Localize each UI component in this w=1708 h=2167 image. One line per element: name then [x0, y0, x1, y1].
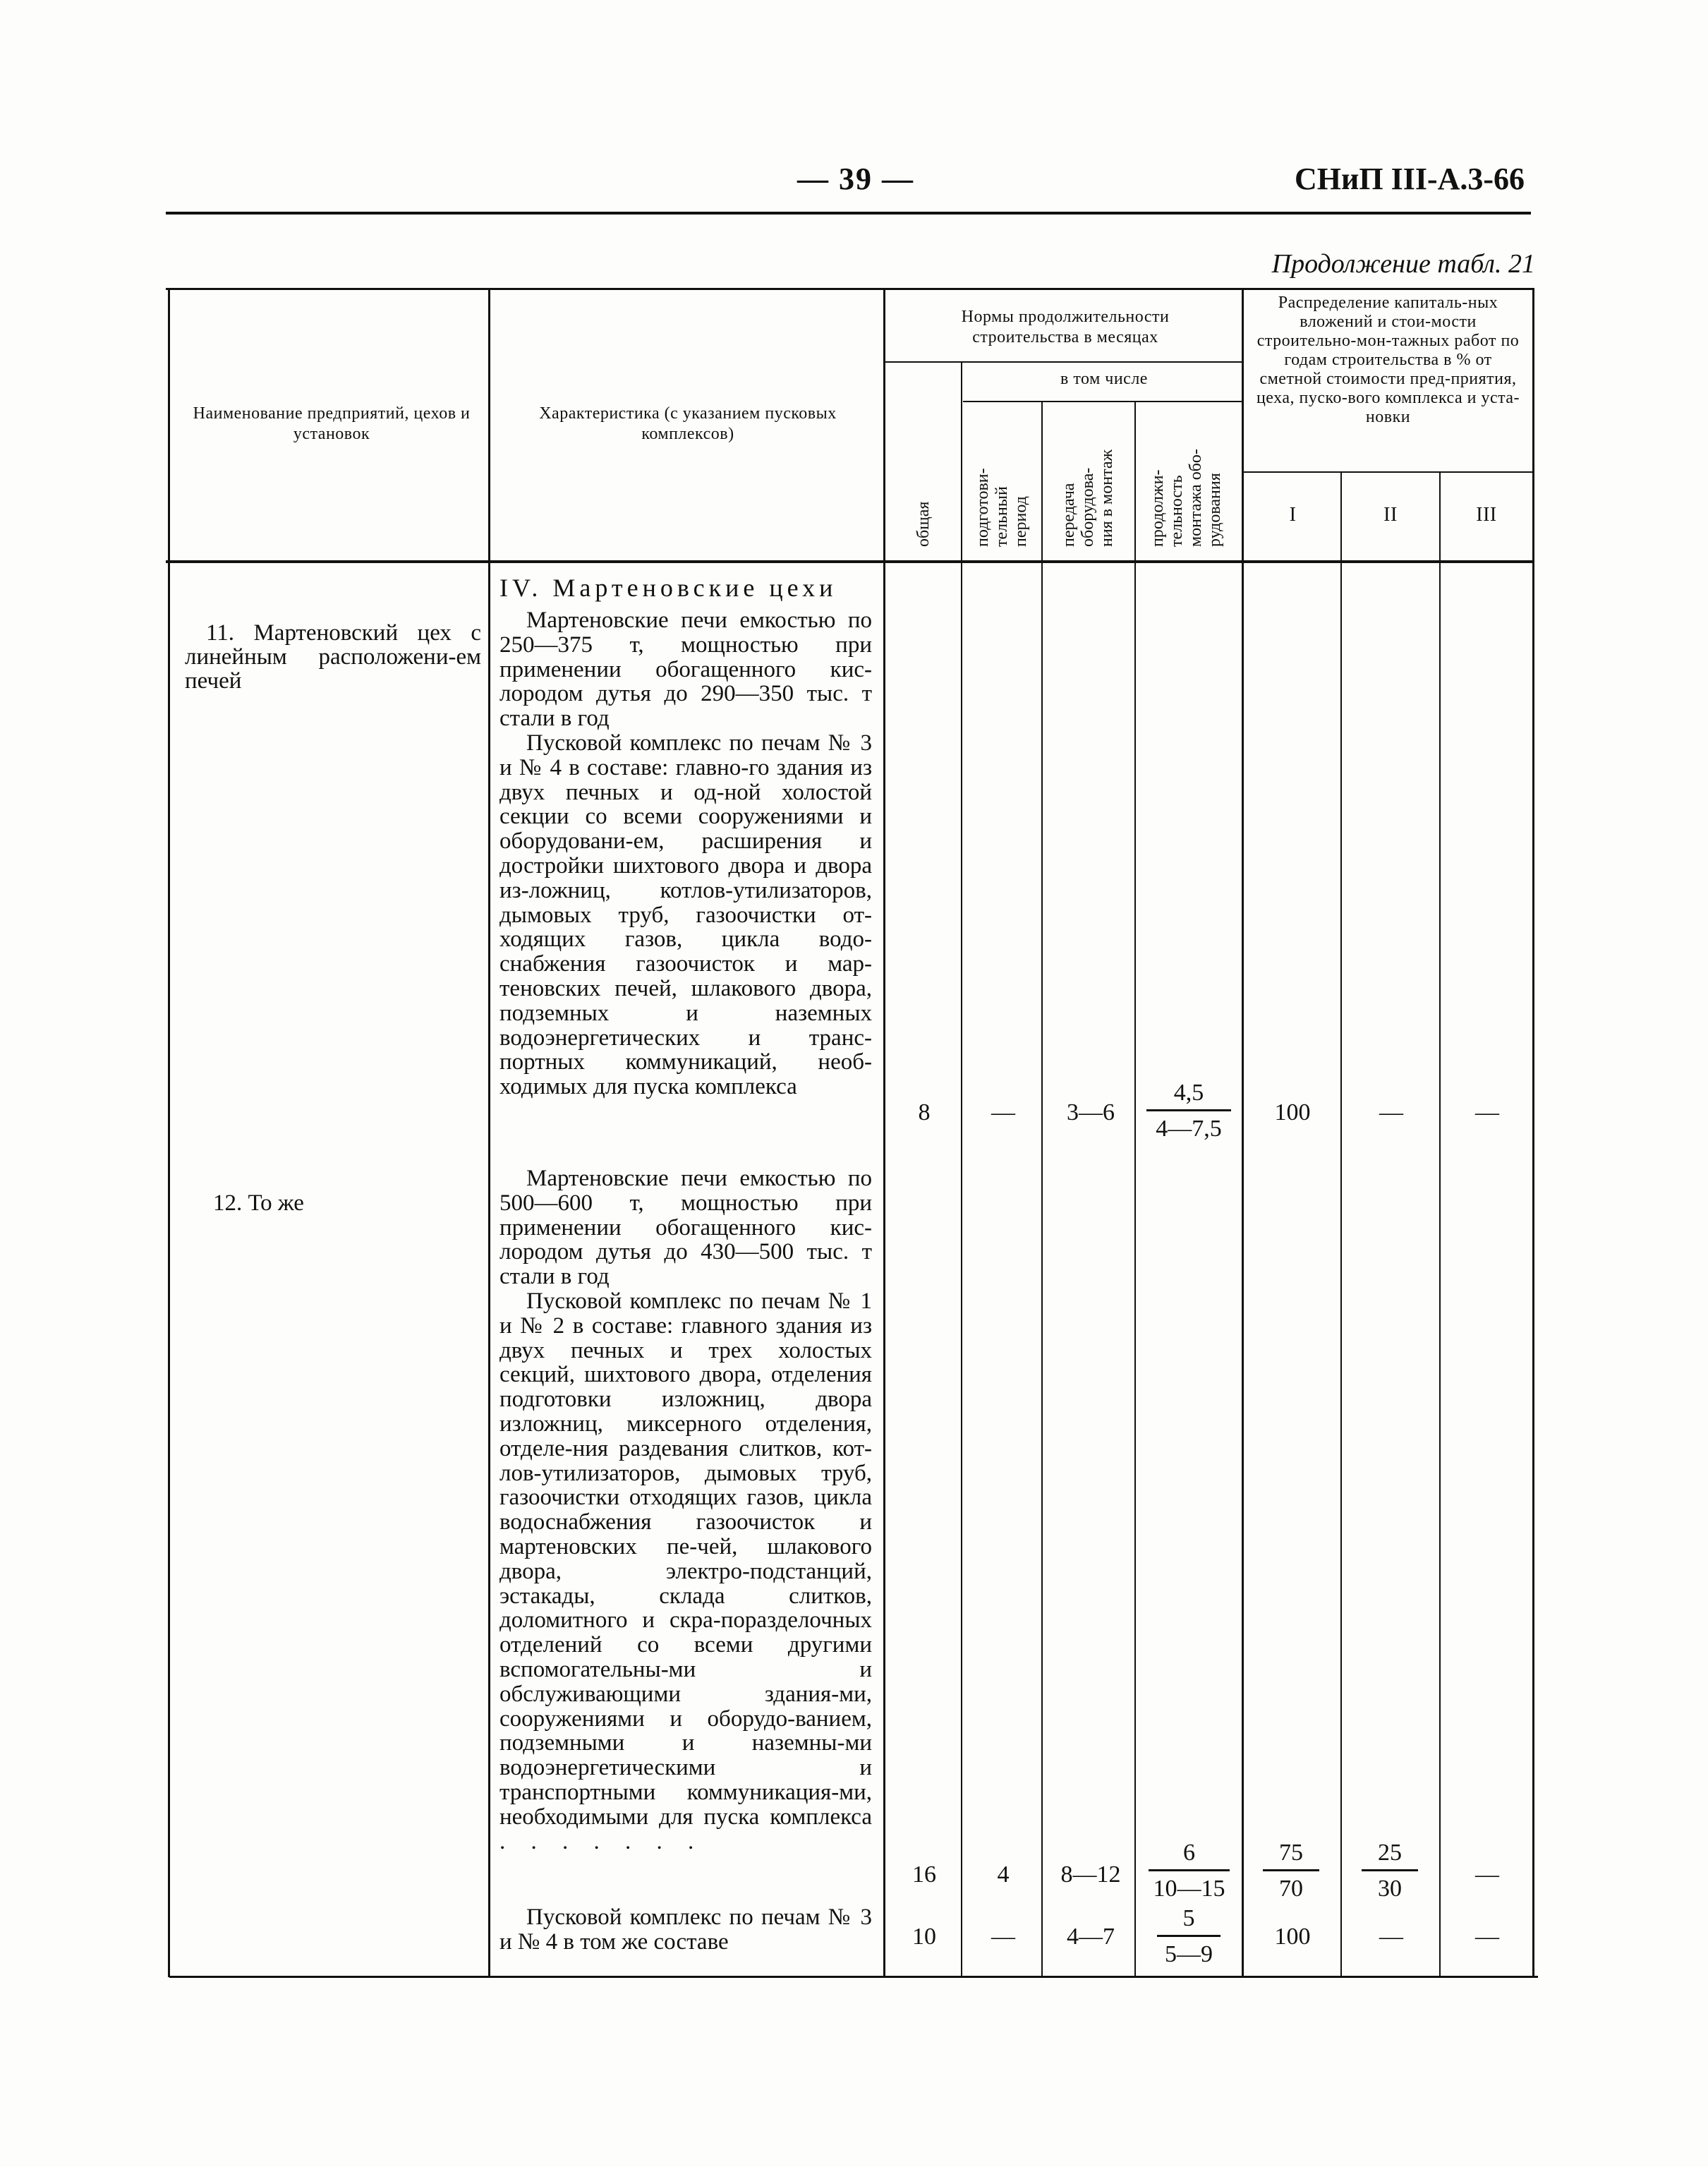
col-header-transfer-line: передача: [1060, 483, 1078, 547]
row-12-year-2-num: 25: [1362, 1840, 1418, 1871]
col-header-preparatory-line: подготови-: [974, 468, 992, 547]
row-12-installation: [1149, 1840, 1230, 1902]
row-11-name: 11. Мартеновский цех с линейным расположени-ем печей: [185, 620, 481, 694]
row-12-name: 12. То же: [213, 1190, 304, 1216]
document-code: СНиП III-А.3-66: [1295, 162, 1525, 196]
header-bottom-rule: [166, 560, 1534, 563]
col-header-name: Наименование предприятий, цехов и установок: [193, 404, 471, 443]
row-12-description: Мартеновские печи емкостью по 500—600 т, мощностью при применении обогащенного кис-лородом дутья до 430—500 тыс. т стали в год: [499, 1166, 872, 1290]
col-header-installation-line: рудования: [1206, 473, 1224, 547]
header-rule: [166, 212, 1531, 215]
page-number: — 39 —: [797, 162, 914, 196]
row-12-complex-text: Пусковой комплекс по печам № 1 и № 2 в составе: главного здания из двух печных и трех холостых секций, шихтового двора, отделения подготовки изложниц, двора изложниц, миксерного отделения, отделе-ния раздевания слитков, кот-лов-утилизаторов, дымовых труб, газоочистки отходящих газов, цикла водоснабжения газоочисток и мартеновских пе-чей, шлакового двора, электро-подстанций, эстакады, склада слитков, доломитного и скра-поразделочных отделений со всеми другими вспомогательны-ми и обслуживающими здания-ми, сооружениями и оборудо-ванием, подземными и наземны-ми водоэнергетическими и транспортными коммуникация-ми, необходимыми для пуска комплекса: [499, 1288, 872, 1830]
section-title: IV. Мартеновские цехи: [499, 574, 837, 602]
col-header-installation-line: продолжи-: [1149, 469, 1167, 547]
col-divider-year2: [1439, 471, 1441, 1977]
row-12-preparatory: 4: [997, 1861, 1010, 1888]
row-11-complex: Пусковой комплекс по печам № 3 и № 4 в составе: главно-го здания из двух печных и од-ной холостой секции со всеми сооружениями и оборудовани-ем, расширения и достройки шихтового двора и двора из-ложниц, котлов-утилизаторов, дымовых труб, газоочистки от-ходящих газов, цикла водо-снабжения газоочисток и мар-теновских печей, шлакового двора, подземных и наземных водоэнергетических и транс-портных коммуникаций, необ-ходимых для пуска комплекса: [499, 730, 872, 1100]
col-header-installation: [1149, 449, 1225, 547]
norms-subrule: [885, 361, 1242, 363]
col-header-transfer-line: ния в монтаж: [1098, 449, 1116, 547]
col-header-year-2: II: [1383, 504, 1398, 526]
col-divider-norms: [1242, 289, 1244, 1977]
row-12b-year-3: —: [1475, 1924, 1499, 1950]
row-12-leader-dots: . . . . . . .: [499, 1828, 704, 1854]
col-divider-year1: [1340, 471, 1342, 1977]
row-12-year-2: [1362, 1840, 1418, 1902]
col-header-transfer-line: оборудова-: [1079, 467, 1097, 547]
table-left-rule: [168, 289, 170, 1977]
row-12b-installation: [1157, 1905, 1221, 1968]
col-divider-total: [961, 361, 962, 1977]
row-12b-installation-num: 5: [1157, 1905, 1221, 1937]
row-12b-total: 10: [912, 1924, 936, 1950]
row-12-installation-den: 10—15: [1153, 1876, 1225, 1902]
col-header-preparatory-line: период: [1012, 496, 1030, 547]
row-11-total: 8: [918, 1099, 931, 1125]
col-header-year-3: III: [1476, 504, 1497, 526]
col-header-transfer: [1060, 449, 1117, 547]
row-12b-transfer: 4—7: [1067, 1924, 1115, 1950]
col-divider-name: [488, 289, 490, 1977]
row-12-transfer: 8—12: [1060, 1861, 1121, 1888]
row-12b-year-1: 100: [1274, 1924, 1311, 1950]
row-11-year-2: —: [1379, 1099, 1403, 1125]
row-11-installation-den: 4—7,5: [1156, 1116, 1222, 1142]
row-12b-complex: Пусковой комплекс по печам № 3 и № 4 в том же составе: [499, 1905, 872, 1955]
row-12-total: 16: [912, 1861, 936, 1888]
col-header-preparatory-line: тельный: [993, 486, 1011, 547]
col-header-preparatory: [974, 468, 1031, 547]
row-11-description: Мартеновские печи емкостью по 250—375 т, мощностью при применении обогащенного кис-лородом дутья до 290—350 тыс. т стали в год: [499, 608, 872, 732]
row-11-installation: [1146, 1080, 1231, 1142]
col-header-installation-line: тельность: [1168, 475, 1186, 547]
row-12b-year-2: —: [1379, 1924, 1403, 1950]
row-12b-preparatory: —: [991, 1924, 1015, 1950]
table-bottom-rule: [169, 1976, 1538, 1978]
row-11-year-3: —: [1475, 1099, 1499, 1125]
col-header-installation-line: монтажа обо-: [1187, 449, 1205, 547]
row-11-transfer: 3—6: [1067, 1099, 1115, 1125]
col-divider-transfer: [1134, 401, 1136, 1977]
col-header-characteristic: Характеристика (с указанием пусковых комплексов): [539, 404, 837, 443]
row-12b-installation-den: 5—9: [1165, 1941, 1213, 1967]
col-header-year-1: I: [1289, 504, 1297, 526]
including-subrule: [963, 401, 1242, 402]
row-12-year-1-den: 70: [1279, 1876, 1303, 1902]
row-12-installation-num: 6: [1149, 1840, 1230, 1871]
col-header-norms: Нормы продолжительности строительства в месяцах: [961, 308, 1170, 346]
row-12-complex: [499, 1289, 872, 1854]
row-11-year-1: 100: [1274, 1099, 1311, 1125]
col-header-total-text: общая: [914, 501, 933, 547]
row-11-installation-num: 4,5: [1146, 1080, 1231, 1111]
col-divider-characteristic: [883, 289, 885, 1977]
table-continuation-label: Продолжение табл. 21: [1271, 249, 1535, 279]
row-12-year-3: —: [1475, 1861, 1499, 1888]
col-header-total: [914, 502, 933, 547]
distribution-subrule: [1242, 471, 1534, 473]
col-header-distribution: Распределение капиталь-ных вложений и стои-мости строительно-мон-тажных работ по годам строительства в % от сметной стоимости пред-приятия, цеха, пуско-вого комплекса и уста-новки: [1256, 294, 1520, 426]
table-top-rule: [166, 288, 1534, 290]
row-12-year-2-den: 30: [1378, 1876, 1402, 1902]
row-11-preparatory: —: [991, 1099, 1015, 1125]
row-12-year-1: [1263, 1840, 1319, 1902]
table-right-rule: [1532, 289, 1534, 1977]
row-12-year-1-num: 75: [1263, 1840, 1319, 1871]
col-divider-preparatory: [1041, 401, 1043, 1977]
col-header-including: в том числе: [1060, 370, 1148, 388]
